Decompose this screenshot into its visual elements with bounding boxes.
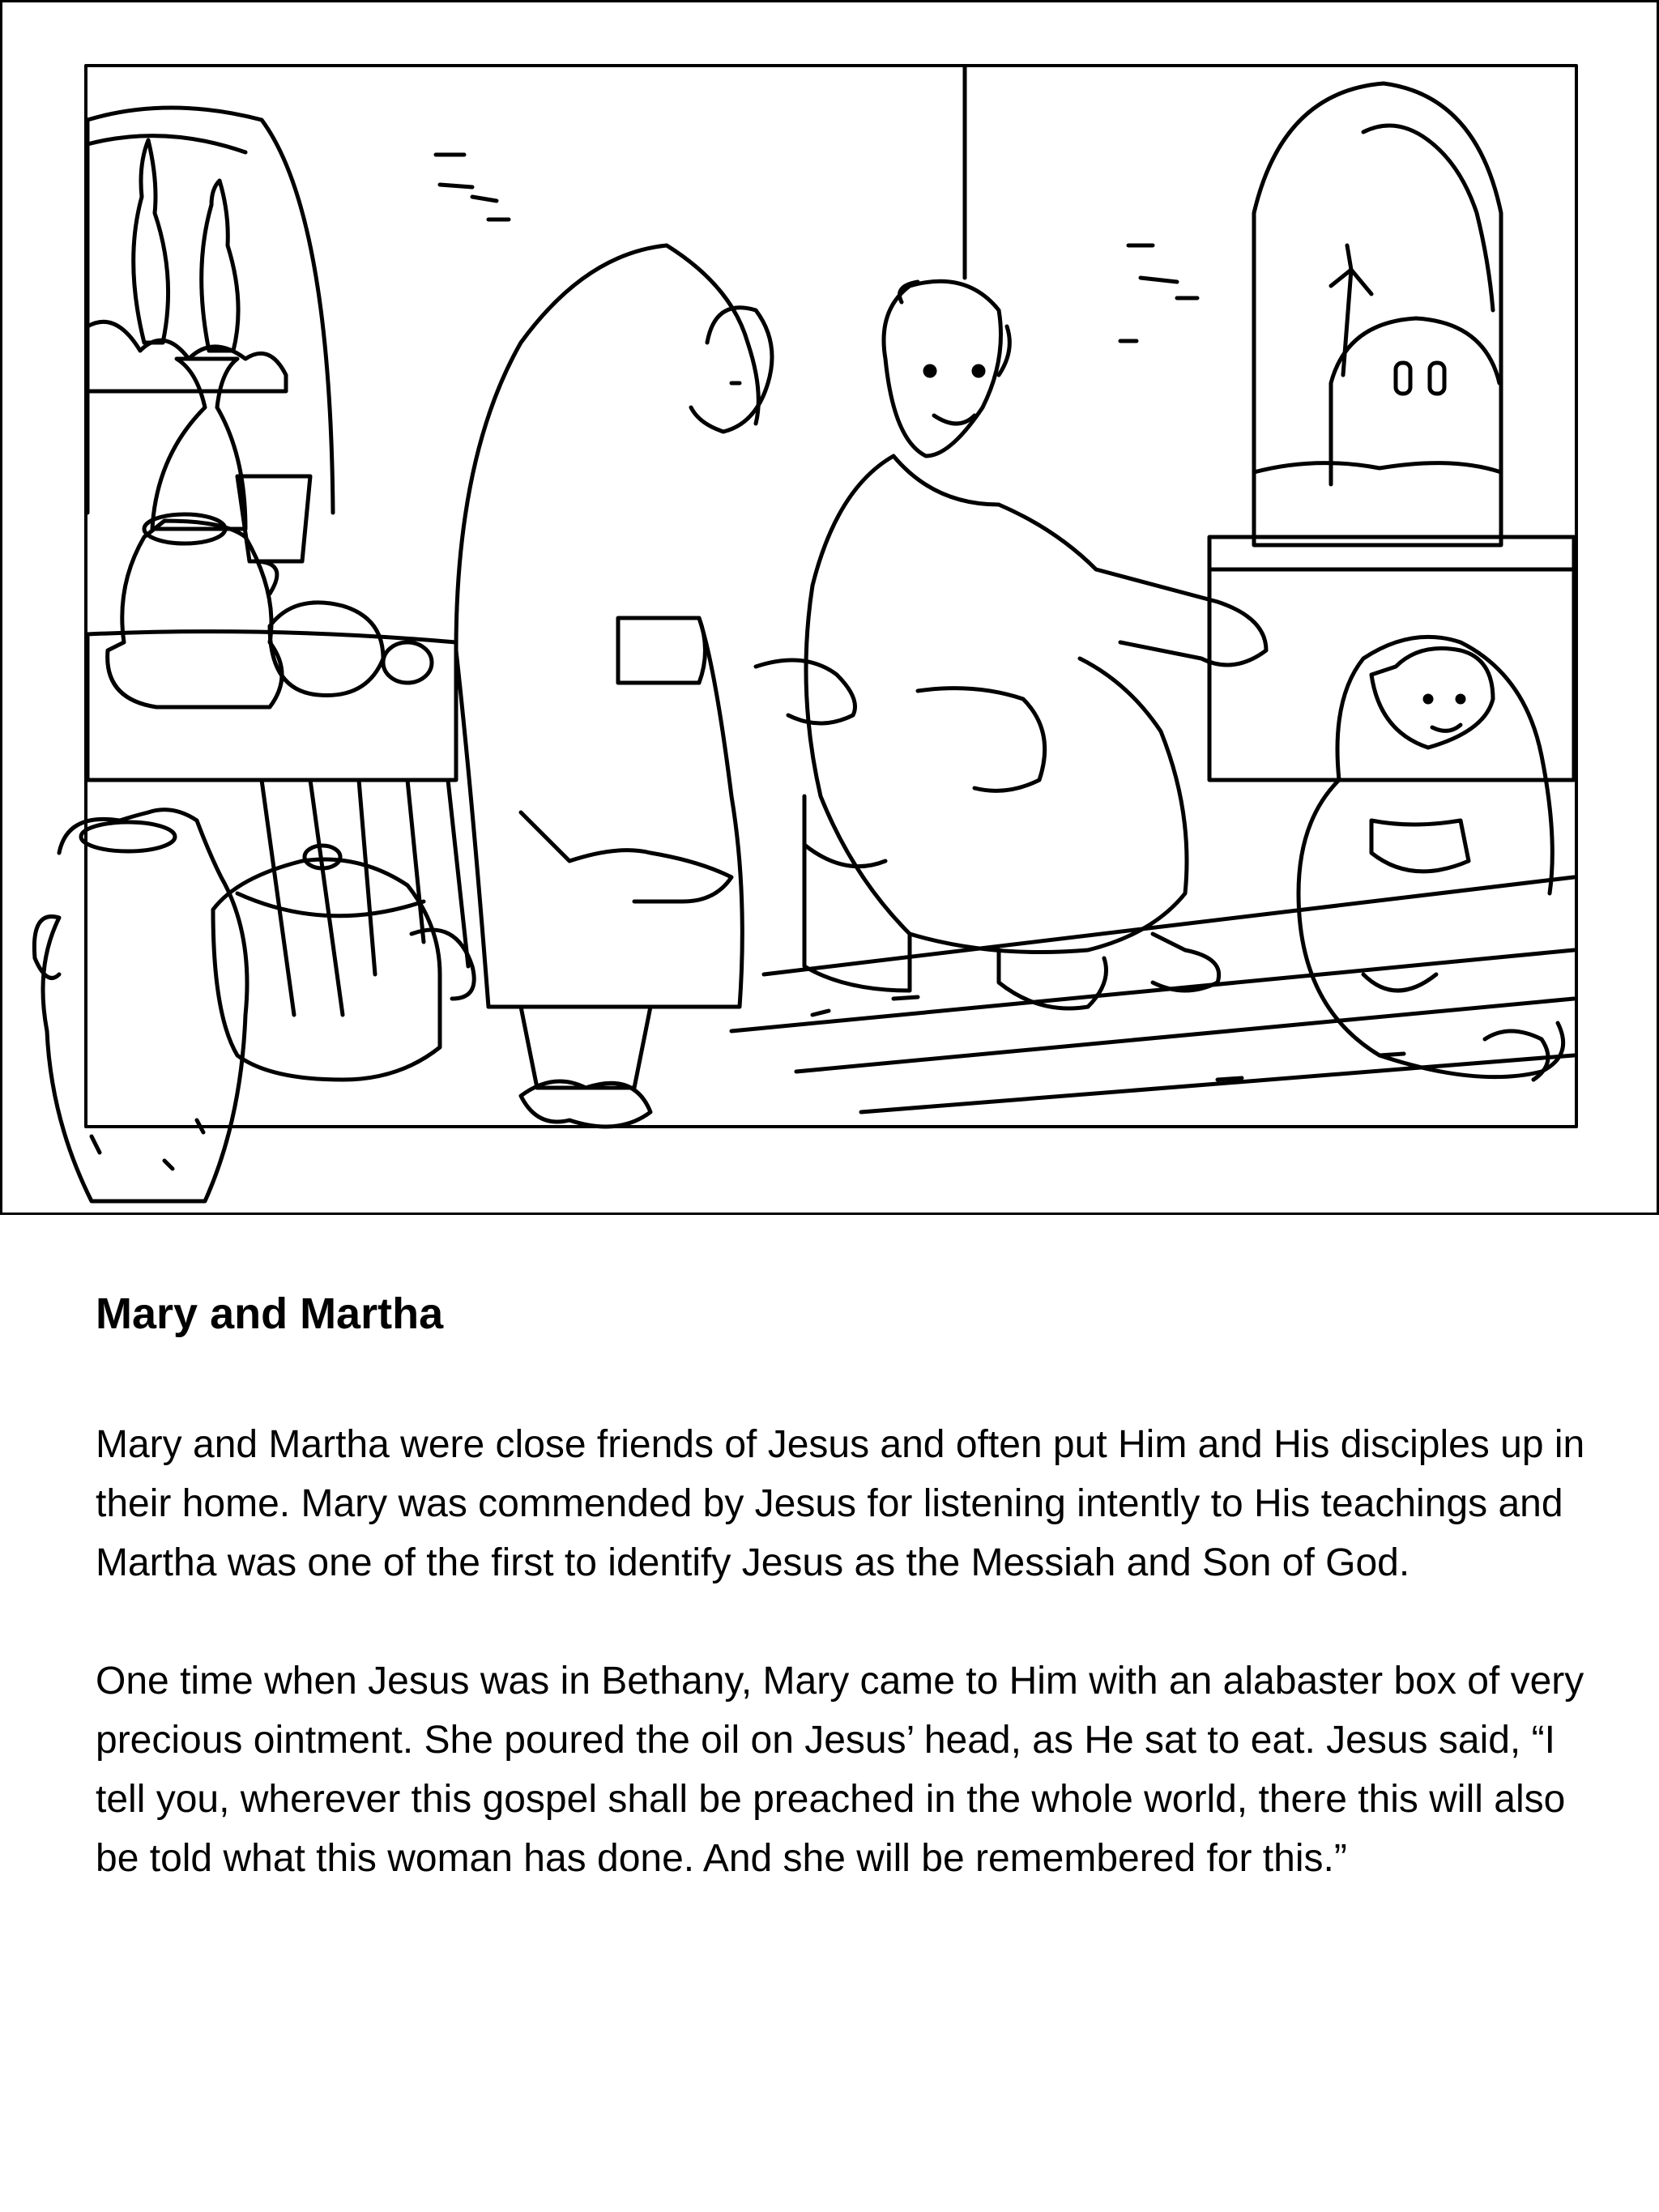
story-text [96,1288,1594,1888]
story-paragraph-1: Mary and Martha were close friends of Jesus and often put Him and His disciples up in their home. Mary was commended by Jesus for listening intently to His teachings and Martha was one of the first to identify Jesus as the Messiah and Son of God. [96,1422,1585,1584]
story-paragraph-2: One time when Jesus was in Bethany, Mary came to Him with an alabaster box of very precious ointment. She poured the oil on Jesus’ head, as He sat to eat. Jesus said, “I tell you, wherever this gospel shall be preached in the whole world, there this will also be told what this woman has done. And she will be remembered for this.” [96,1659,1584,1880]
page-title: Mary and Martha [96,1289,444,1338]
coloring-page-illustration-icon [2,2,1659,1217]
